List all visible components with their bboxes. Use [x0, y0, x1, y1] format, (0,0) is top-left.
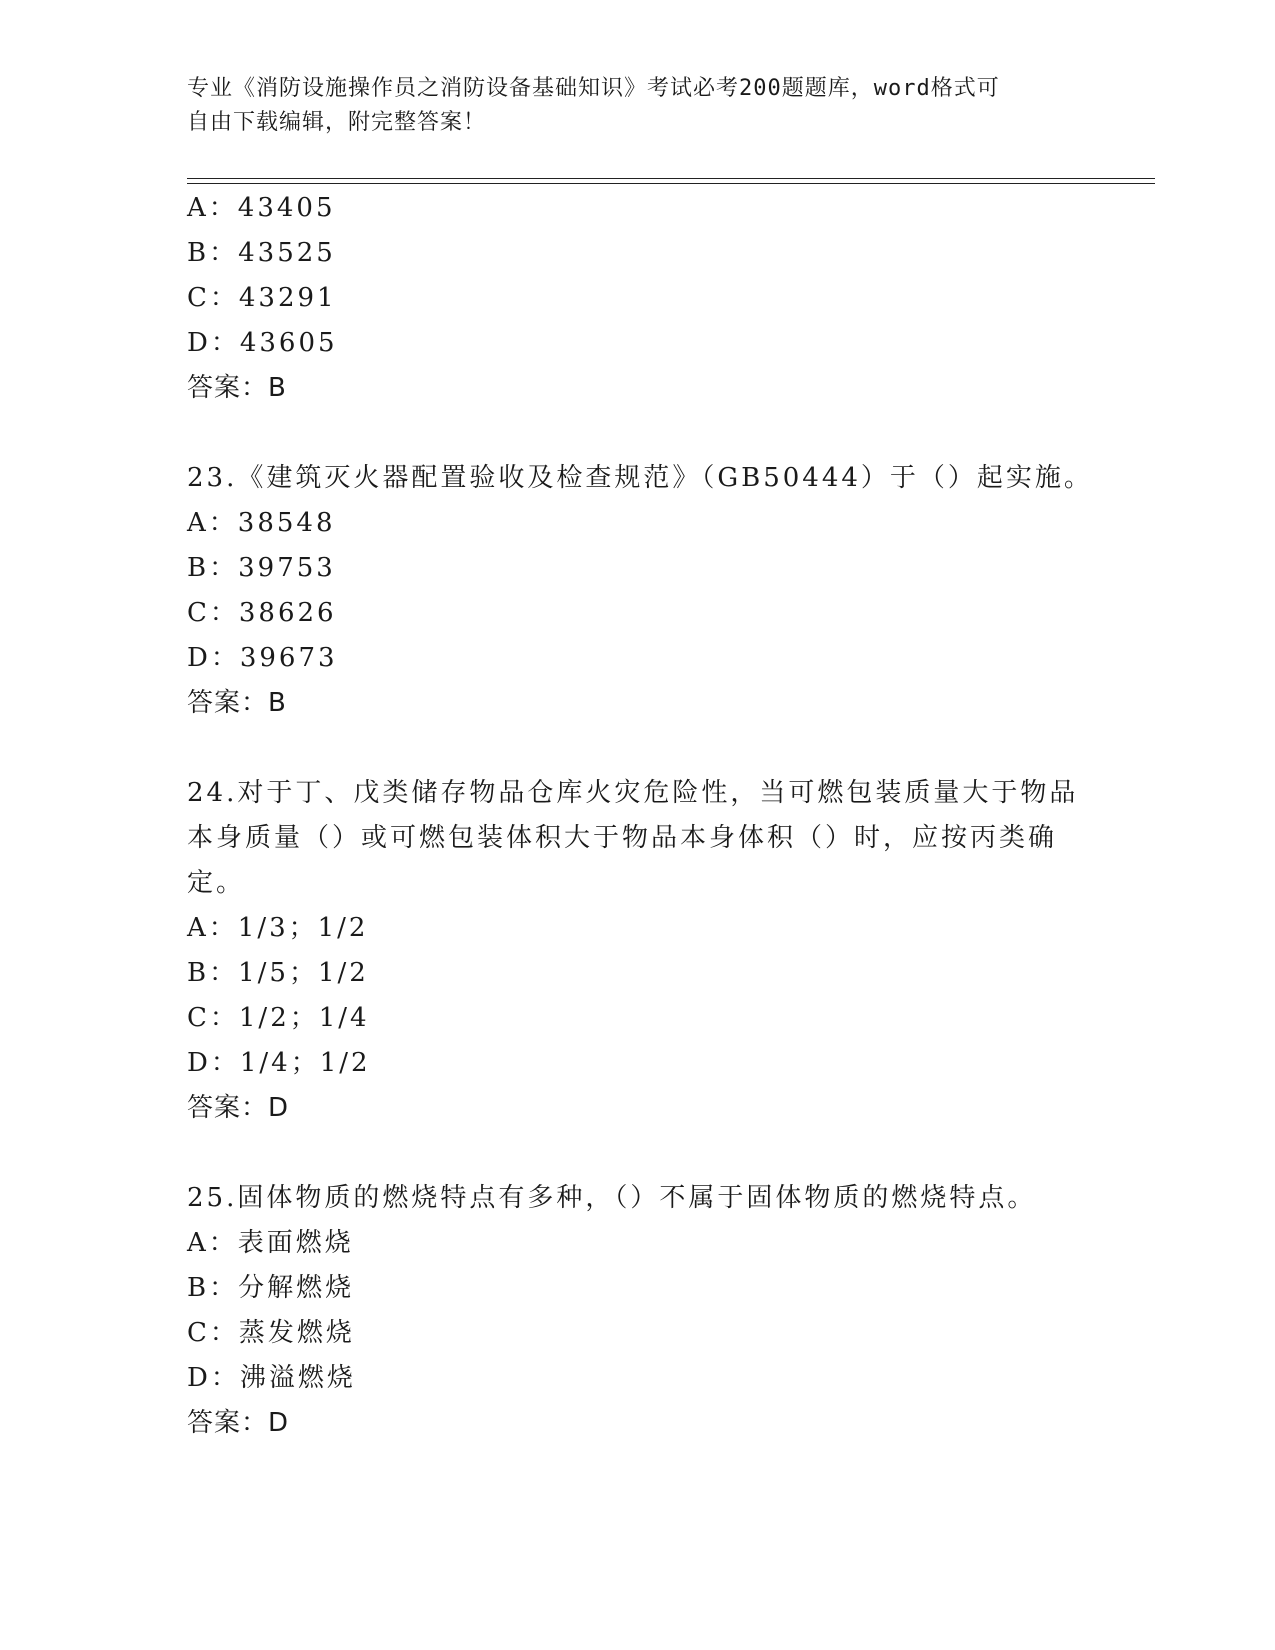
q24-question-line-1: 24.对于丁、戊类储存物品仓库火灾危险性，当可燃包装质量大于物品 [187, 778, 1079, 808]
q25-option-b: B：分解燃烧 [187, 1273, 355, 1303]
q22-answer: 答案：B [187, 373, 287, 403]
header-line-2: 自由下载编辑，附完整答案！ [187, 110, 487, 135]
document-header [187, 72, 1087, 140]
q23-option-d: D：39673 [187, 643, 338, 673]
q25-answer: 答案：D [187, 1408, 290, 1438]
q22-option-a: A：43405 [187, 193, 336, 223]
q24-option-b: B：1/5；1/2 [187, 958, 369, 988]
q25-option-d: D：沸溢燃烧 [187, 1363, 356, 1393]
q24-question-line-2: 本身质量（）或可燃包装体积大于物品本身体积（）时，应按丙类确 [187, 823, 1058, 853]
q22-option-d: D：43605 [187, 328, 338, 358]
q25-option-c: C：蒸发燃烧 [187, 1318, 355, 1348]
q23-answer: 答案：B [187, 688, 287, 718]
q25-question: 25.固体物质的燃烧特点有多种，（）不属于固体物质的燃烧特点。 [187, 1183, 1037, 1213]
header-line-1: 专业《消防设施操作员之消防设备基础知识》考试必考200题题库，word格式可 [187, 76, 1000, 101]
header-divider-top [187, 178, 1155, 179]
q23-question: 23.《建筑灭火器配置验收及检查规范》（GB50444）于（）起实施。 [187, 463, 1093, 493]
q24-option-a: A：1/3；1/2 [187, 913, 369, 943]
q23-option-a: A：38548 [187, 508, 336, 538]
q24-option-c: C：1/2；1/4 [187, 1003, 370, 1033]
q24-answer: 答案：D [187, 1093, 290, 1123]
q22-option-c: C：43291 [187, 283, 337, 313]
q25-option-a: A：表面燃烧 [187, 1228, 354, 1258]
q24-question-line-3: 定。 [187, 868, 246, 898]
q22-option-b: B：43525 [187, 238, 336, 268]
q23-option-b: B：39753 [187, 553, 336, 583]
header-divider-bottom [187, 183, 1155, 184]
q23-option-c: C：38626 [187, 598, 337, 628]
q24-option-d: D：1/4；1/2 [187, 1048, 371, 1078]
